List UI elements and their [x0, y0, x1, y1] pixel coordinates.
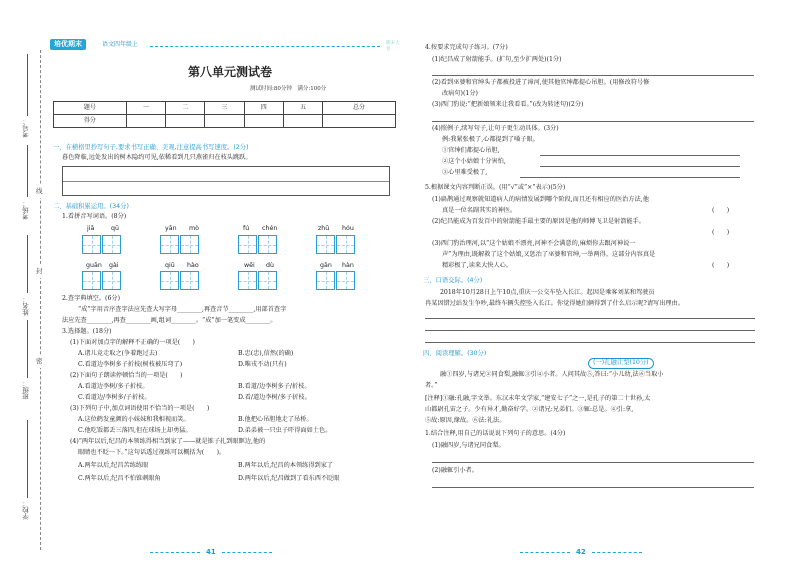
reading-q1-b: (2)融辄引小者。	[432, 467, 478, 474]
q3-1-option-d: D.唯戎不动(只有)	[238, 361, 287, 368]
tianzi-box[interactable]	[102, 271, 121, 290]
name-label: 姓名：	[22, 296, 30, 316]
q3-2-option-b: B.看道/边李树多子/折枝。	[238, 383, 311, 390]
score-input[interactable]	[323, 115, 396, 128]
score-cell: 总分	[323, 102, 396, 115]
name-line	[27, 235, 28, 293]
tianzi-box[interactable]	[180, 235, 199, 254]
q4-2-line-2: 改病句)(1分)	[442, 90, 478, 97]
q4-4-c: ③心里难受极了,	[442, 169, 488, 176]
tianzi-box[interactable]	[82, 271, 101, 290]
reading-passage-2: 者。”	[425, 382, 438, 389]
answer-line[interactable]	[432, 487, 754, 488]
tianzi-box[interactable]	[160, 271, 179, 290]
pinyin: hàn	[342, 262, 354, 269]
q5-1-blank[interactable]: ( )	[712, 207, 730, 214]
exam-room-line	[27, 145, 28, 197]
reading-passage-1: 融①四岁,与诸兄②同食梨,融辄③引④小者。人问其故⑤,答曰:“小儿幼,法⑥当取小	[440, 371, 664, 378]
answer-line[interactable]	[425, 330, 755, 331]
footer-divider-left-2	[222, 552, 272, 553]
score-cell: 四	[244, 102, 283, 115]
pinyin: mò	[189, 225, 199, 232]
q3-3-option-b: B.他把心吊胆地走了吊桥。	[238, 416, 313, 423]
reading-1-title: (一)孔融让梨(10分)	[588, 358, 654, 369]
tianzi-box[interactable]	[336, 235, 355, 254]
q3-4-option-d: D.两年以后,纪昌做到了看东西不眨眼	[238, 475, 340, 482]
pinyin: gān	[320, 262, 332, 269]
cut-char-xian: 线	[36, 185, 43, 198]
q3-3-option-d: D.弟弟被一只虫子吓得面如土色。	[238, 427, 332, 434]
section-2-title: 二、基础积累运用。(34分)	[53, 203, 129, 210]
oral-passage-1: 2018年10月28日上午10点,重庆一公交车坠入长江。起因是乘客刘某和驾驶员	[440, 289, 655, 296]
reading-note-1: [注释]①融:孔融,字文举。东汉末年文学家,“建安七子”之一,是孔子的第二十世孙,太	[425, 395, 651, 402]
tianzi-box[interactable]	[316, 271, 335, 290]
pinyin: jiā	[87, 225, 95, 232]
q5-2-line-1: (2)纪昌能成为百发百中的射箭能手最主要的原因是他的师傅飞卫是射箭能手。	[432, 218, 645, 225]
pinyin: guān	[86, 262, 102, 269]
q5-2-blank[interactable]: ( )	[712, 229, 730, 236]
q3-3-stem: (3)下列句子中,加点词语使用不恰当的一项是( )	[70, 405, 210, 412]
q3-1-option-b: B.忠(忠),信然(的确)	[238, 350, 294, 357]
q3-3-option-c: C.他吃饭都丢三落四,但在球场上却勇猛。	[78, 427, 192, 434]
pinyin: wēi	[244, 262, 255, 269]
answer-line[interactable]	[425, 342, 755, 343]
score-input[interactable]	[126, 115, 165, 128]
q3-2-option-c: C.看道边/李树多/子折枝。	[78, 394, 151, 401]
q1-prompt: 1.看拼音写词语。(8分)	[62, 213, 127, 220]
q3-4-option-b: B.两年以后,纪昌的本领练得到家了	[238, 462, 334, 469]
q4-prompt: 4.按要求完成句子练习。(7分)	[425, 44, 508, 51]
q2-line-1: “成”字用音序查字法应先查大写字母________,再查音节________,用部首查字	[78, 306, 287, 313]
answer-line[interactable]	[425, 318, 755, 319]
school-label: 学校：	[22, 500, 30, 520]
q3-2-option-d: D.看/道边李树/多子折枝。	[238, 394, 311, 401]
reading-q1-a: (1)融四岁,与诸兄同食梨。	[432, 442, 505, 449]
score-header-row	[54, 102, 396, 115]
page-number-right: 42	[576, 548, 586, 556]
q3-4-stem-2: 眼睛也不眨一下。”这句话透过视练可以概括为( )。	[78, 449, 226, 456]
tianzi-box[interactable]	[238, 271, 257, 290]
q3-4-stem-1: (4)“两年以后,纪昌的本领练得相当到家了——就是锥子扎到眼眶边,他的	[70, 438, 266, 445]
q5-3-line-2: 声”为理由,既解救了这个姑娘,又惩治了巫婆和官绅,一举两得。这部分内容真是	[442, 251, 656, 258]
q3-2-stem: (2)下面句子朗读停顿恰当的一项是( )	[70, 372, 183, 379]
q3-2-option-a: A.看道边李树/多子折枝。	[78, 383, 149, 390]
page-header	[50, 40, 400, 52]
footer-divider-right-2	[592, 552, 642, 553]
score-value-row	[54, 115, 396, 128]
pinyin: gài	[109, 262, 119, 269]
q4-2-line-1: (2)看到巫婆和官绅头子都被投进了漳河,使其他官绅都提心吊胆。(用修改符号修	[432, 79, 650, 86]
exam-number-line	[27, 54, 28, 116]
header-divider	[150, 46, 380, 47]
q4-4-example: 例:我紧张极了,心都提到了嗓子眼。	[442, 136, 539, 143]
score-input[interactable]	[205, 115, 244, 128]
copy-sentence: 暮色降临,远处发出的树木隐约可见,依稀看到几只燕雀归在枝头跳跃。	[62, 154, 252, 161]
section-1-title: 一、在横格里抄写句子,要求书写正确、美观,注意提高书写速度。(2分)	[53, 144, 249, 151]
footer-divider-left	[150, 552, 200, 553]
cut-char-feng: 封	[36, 265, 43, 278]
section-4-title: 四、阅读理解。(30分)	[423, 350, 487, 357]
q3-1-option-c: C.看道边李树多子折枝(树枝被压弯了)	[78, 361, 183, 368]
reading-note-3: ⑤故:原因,缘故。⑥法:礼法。	[425, 417, 506, 424]
tianzi-box[interactable]	[160, 235, 179, 254]
score-table	[53, 101, 396, 128]
oral-passage-2: 冉某因错过站发生争吵,最终车辆失控坠入长江。你觉得她们俩得到了什么启示呢?请写出理由。	[425, 300, 684, 307]
q5-3-line-1: (3)西门豹治理河,以“这个姑娘不漂亮,河神不会满意的,麻烦你去跟河神说一	[432, 240, 636, 247]
score-input[interactable]	[244, 115, 283, 128]
q5-1-line-1: (1)扁鹊通过观察就知道病人的病情发展到哪个阶段,而且还有相应的医治方法,他	[432, 196, 649, 203]
tianzi-box[interactable]	[82, 235, 101, 254]
answer-line[interactable]	[432, 121, 754, 122]
answer-line[interactable]	[520, 177, 740, 178]
page-number-left: 41	[206, 548, 216, 556]
class-label: 班级：	[22, 380, 30, 400]
q4-4-a: ①官绅们都提心吊胆,	[442, 147, 500, 154]
tianzi-box[interactable]	[316, 235, 335, 254]
q5-1-line-2: 真是一位名副其实的神医。	[442, 207, 517, 214]
pinyin: qiū	[165, 262, 175, 269]
brand-logo: 培优期末	[50, 39, 86, 50]
score-cell: 二	[166, 102, 205, 115]
tianzi-box[interactable]	[238, 235, 257, 254]
cut-char-mi: 密	[36, 355, 43, 368]
q5-prompt: 5.根据课文内容判断正误。(用“√”或“×”表示)(5分)	[425, 184, 566, 191]
q3-4-option-c: C.两年以后,纪昌不怕锥刺眼角	[78, 475, 161, 482]
pinyin: hào	[187, 262, 199, 269]
answer-line[interactable]	[432, 462, 754, 463]
pinyin: fú	[243, 225, 250, 232]
exam-room-label: 考场：	[22, 200, 30, 220]
exam-number-label: 考号：	[22, 118, 30, 138]
tianzi-box[interactable]	[180, 271, 199, 290]
q4-4: (4)照例子,续写句子,让句子更生动具体。(3分)	[432, 125, 559, 132]
answer-line[interactable]	[540, 155, 740, 156]
q4-3: (3)西门豹说:“把新娘领来让我看看。”(改为转述句)(2分)	[432, 101, 584, 108]
section-3-title: 三、口语交际。(4分)	[423, 277, 483, 284]
tianzi-box[interactable]	[258, 235, 277, 254]
school-line	[27, 420, 28, 498]
binding-sidebar	[0, 0, 48, 585]
cut-line	[40, 50, 41, 550]
q3-prompt: 3.选择题。(18分)	[62, 328, 112, 335]
footer-divider-right	[520, 552, 570, 553]
copy-writing-box[interactable]	[62, 166, 390, 196]
q5-3-blank[interactable]: ( )	[712, 262, 730, 269]
q3-4-option-a: A.两年以后,纪昌苦练练眼	[78, 462, 149, 469]
tianzi-box[interactable]	[258, 271, 277, 290]
answer-line[interactable]	[540, 166, 740, 167]
header-tag: 期末大卷	[386, 41, 400, 53]
score-cell: 题号	[54, 102, 127, 115]
answer-line[interactable]	[432, 75, 754, 76]
pinyin: dù	[266, 262, 274, 269]
q4-1: (1)纪昌成了射箭能手。(扩句,至少扩两处)(1分)	[432, 56, 562, 63]
reading-note-2: 山都尉孔宙之子。少有异才,勤奋好学。②诸兄:兄弟们。③辄:总是。④引:拿,	[425, 406, 634, 413]
q3-1-stem: (1)下面对加点字的解释不正确的一项是( )	[70, 339, 195, 346]
score-cell: 得分	[54, 115, 127, 128]
tianzi-box[interactable]	[336, 271, 355, 290]
q5-3-line-3: 精彩极了,读来大快人心。	[442, 262, 513, 269]
q2-line-2: 法应先查________,再查________画,组词________。“成”加一笔变成________。	[62, 317, 277, 324]
score-cell: 五	[283, 102, 322, 115]
reading-q1: 1.结合注释,用自己的话说说下列句子的意思。(4分)	[425, 430, 566, 437]
q2-prompt: 2.查字典填空。(6分)	[62, 295, 120, 302]
q4-4-b: ②这个小姑娘十分害怕,	[442, 158, 506, 165]
pinyin: zhū	[318, 225, 330, 232]
score-input[interactable]	[166, 115, 205, 128]
pinyin: chén	[262, 225, 278, 232]
score-input[interactable]	[283, 115, 322, 128]
exam-info: 测试时间:80分钟 满分:100分	[250, 86, 327, 92]
class-line	[27, 320, 28, 378]
score-cell: 三	[205, 102, 244, 115]
tianzi-box[interactable]	[102, 235, 121, 254]
pinyin: hóu	[342, 225, 354, 232]
grade-subtitle: 语文四年级上	[102, 41, 139, 48]
q3-3-option-a: A.这位鹤发童颜的小妹妹和我相视而笑。	[78, 416, 190, 423]
pinyin: yān	[165, 225, 177, 232]
score-cell: 一	[126, 102, 165, 115]
pinyin: qū	[111, 225, 119, 232]
q3-1-option-a: A.诸儿竞走取之(争着跑过去)	[78, 350, 158, 357]
page-title: 第八单元测试卷	[187, 65, 272, 79]
